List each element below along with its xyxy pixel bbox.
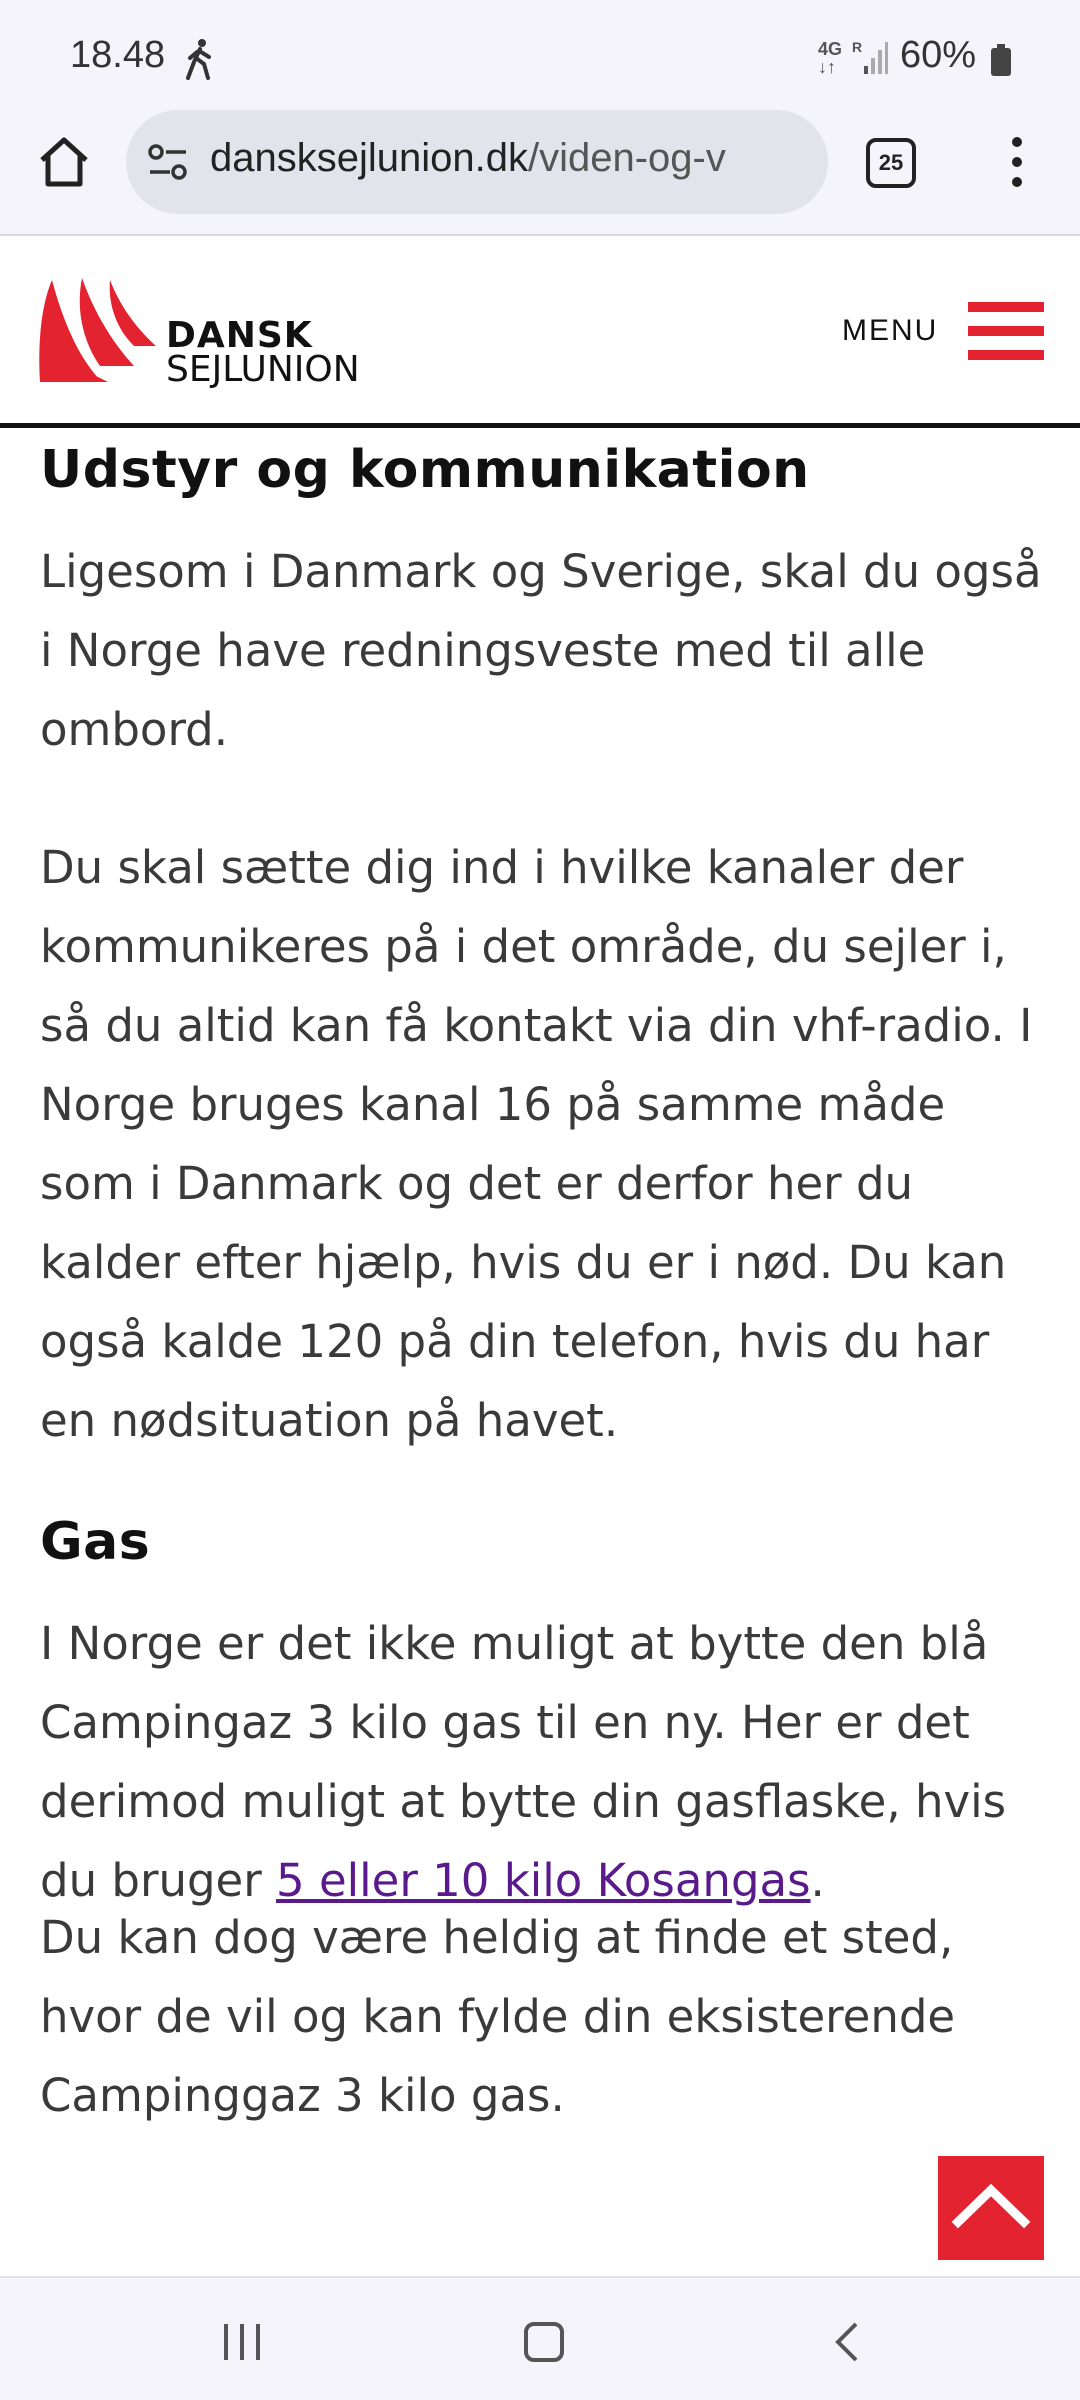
scroll-to-top-button[interactable] (938, 2156, 1044, 2260)
kosangas-link[interactable]: 5 eller 10 kilo Kosangas (276, 1854, 811, 1907)
status-bar (0, 0, 1080, 110)
network-type-icon: 4G ↓↑ (818, 39, 843, 77)
browser-toolbar (0, 110, 1080, 236)
site-header (0, 238, 1080, 428)
status-time: 18.48 (70, 34, 166, 76)
url-text: dansksejlunion.dk/viden-og-v (210, 136, 726, 180)
home-nav-icon[interactable] (524, 2322, 564, 2362)
back-icon[interactable] (830, 2320, 862, 2364)
heading-equipment: Udstyr og kommunikation (40, 440, 810, 500)
url-fade (788, 110, 828, 214)
menu-label[interactable]: MENU (842, 314, 939, 347)
walking-icon (182, 38, 216, 80)
sails-logo-icon (38, 278, 158, 384)
recent-apps-icon[interactable] (222, 2322, 262, 2362)
paragraph-gas-exchange: I Norge er det ikke muligt at bytte den blå Campingaz 3 kilo gas til en ny. Her er det derimod muligt at bytte din gasflaske, hvis du bruger 5 eller 10 kilo Kosangas. (40, 1617, 1007, 1907)
svg-text:R: R (852, 40, 863, 55)
signal-icon (852, 40, 888, 76)
battery-percentage: 60% (900, 34, 977, 76)
logo-text-sejlunion: SEJLUNION (166, 349, 360, 390)
hamburger-menu-icon[interactable] (968, 302, 1044, 362)
address-bar[interactable] (126, 110, 828, 214)
tab-switcher-button[interactable]: 25 (866, 138, 916, 188)
paragraph-gas-refill: Du kan dog være heldig at finde et sted, hvor de vil og kan fylde din eksisterende Campinggaz 3 kilo gas. (40, 1911, 956, 2122)
logo-text-dansk: DANSK (166, 315, 313, 356)
paragraph-vhf-radio: Du skal sætte dig ind i hvilke kanaler der kommunikeres på i det område, du sejler i, så du altid kan få kontakt via din vhf-radio. I Norge bruges kanal 16 på samme måde som i Danmark og det er derfor her du kalder efter hjælp, hvis du er i nød. Du kan også kalde 120 på din telefon, hvis du har en nødsituation på havet. (40, 841, 1033, 1447)
chevron-up-icon (938, 2156, 1044, 2260)
home-icon[interactable] (34, 132, 94, 192)
more-options-icon[interactable] (1000, 134, 1034, 190)
battery-icon (990, 44, 1012, 76)
site-logo[interactable] (38, 278, 398, 388)
site-settings-icon[interactable] (146, 140, 190, 184)
paragraph-life-vests: Ligesom i Danmark og Sverige, skal du også i Norge have redningsveste med til alle ombord. (40, 545, 1042, 756)
heading-gas: Gas (40, 1512, 151, 1572)
system-navigation-bar (0, 2276, 1080, 2400)
